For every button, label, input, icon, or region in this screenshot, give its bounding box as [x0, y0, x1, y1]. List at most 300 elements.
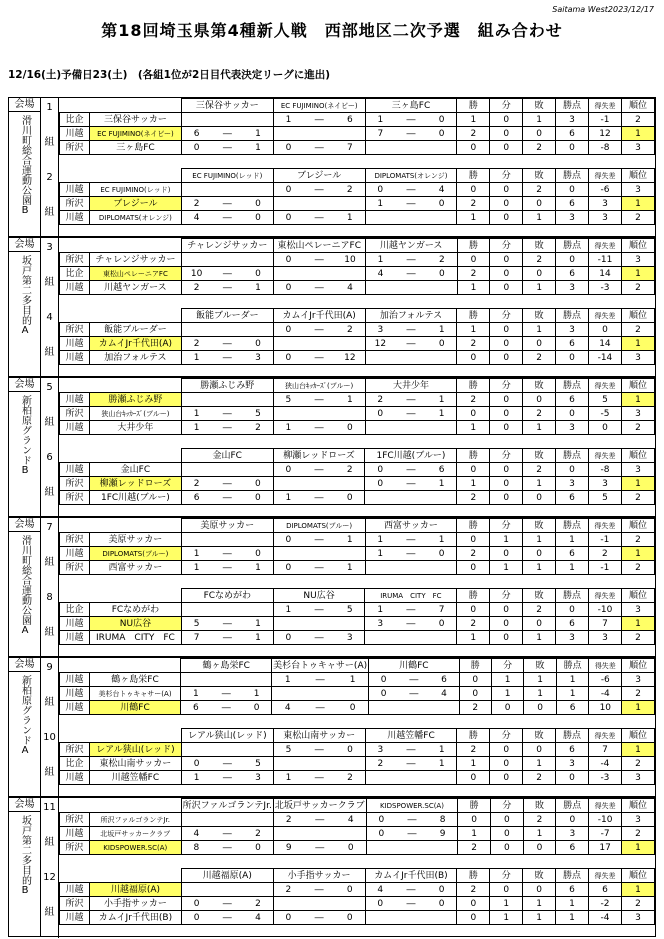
stat-value: 6 [556, 701, 589, 715]
score-dash: ― [304, 841, 336, 855]
score-right: 0 [242, 701, 272, 715]
rank-value: 2 [621, 113, 654, 127]
stat-header: 得失差 [588, 729, 621, 743]
group-number [41, 448, 59, 518]
stat-value: 12 [588, 127, 621, 141]
stat-value: 0 [556, 253, 589, 267]
venue-head: 会場 [9, 238, 40, 252]
table-row [60, 757, 655, 771]
score-dash [211, 393, 243, 407]
stat-value: -10 [588, 603, 621, 617]
stat-value: 1 [523, 323, 556, 337]
header-date: Saitama West2023/12/17 [552, 5, 654, 14]
score-dash [304, 827, 336, 841]
score-dash [396, 841, 428, 855]
rank-value: 1 [621, 477, 654, 491]
score-left: 0 [273, 533, 303, 547]
group-num-text: 11 [43, 802, 56, 813]
group-num-text: 8 [46, 592, 53, 603]
stat-value: 2 [457, 393, 490, 407]
team-name: 美杉台トゥキャサー(A) [89, 687, 181, 701]
stat-value: 0 [556, 183, 589, 197]
header-row [60, 169, 655, 183]
score-left: 1 [273, 771, 303, 785]
score-right: 1 [427, 393, 457, 407]
stat-value: 7 [588, 617, 621, 631]
stat-header: 分 [490, 589, 523, 603]
score-dash [303, 127, 335, 141]
stat-value: 2 [523, 463, 556, 477]
score-dash [211, 323, 243, 337]
score-left: 5 [273, 393, 303, 407]
score-dash: ― [211, 267, 243, 281]
stat-value: 1 [523, 477, 556, 491]
stat-value: -8 [588, 141, 621, 155]
score-right: 1 [243, 127, 273, 141]
stat-value: 0 [523, 491, 556, 505]
score-dash [395, 421, 427, 435]
stat-value: 6 [556, 841, 589, 855]
stat-value: 2 [457, 337, 490, 351]
stat-value: 0 [556, 351, 589, 365]
score-left: 1 [272, 673, 304, 687]
group-kumi-text: 組 [44, 487, 55, 498]
score-left [181, 603, 211, 617]
score-left [181, 393, 211, 407]
score-left: 1 [365, 533, 395, 547]
team-name: DIPLOMATS(オレンジ) [89, 211, 181, 225]
team-location: 川越 [60, 883, 90, 897]
stat-value: 3 [556, 323, 589, 337]
score-dash [303, 197, 335, 211]
stat-header: 勝点 [556, 799, 589, 813]
stat-value: 6 [556, 337, 589, 351]
table-row [60, 197, 655, 211]
stat-header: 順位 [621, 379, 654, 393]
stat-value: 0 [490, 393, 523, 407]
team-name: 小手指サッカー [89, 897, 181, 911]
score-left: 4 [181, 827, 211, 841]
stat-value: 0 [523, 197, 556, 211]
venue-block [8, 657, 656, 797]
stat-value: 14 [589, 267, 622, 281]
table-row [60, 617, 655, 631]
score-left: 1 [365, 197, 395, 211]
group-number [41, 798, 59, 868]
group-kumi-text: 組 [44, 347, 55, 358]
score-left [181, 743, 211, 757]
stat-header: 得失差 [588, 519, 621, 533]
score-left: 2 [365, 393, 395, 407]
score-right: 1 [335, 393, 365, 407]
score-left: 1 [181, 407, 211, 421]
stat-value: 1 [490, 533, 523, 547]
stat-header: 敗 [523, 729, 556, 743]
stat-value: 2 [588, 547, 621, 561]
team-name: EC FUJIMINO(レッド) [89, 183, 181, 197]
score-dash [211, 813, 243, 827]
venue-label [9, 98, 41, 236]
group-kumi-text: 組 [44, 837, 55, 848]
column-team-header: レアル狭山(レッド) [181, 729, 273, 743]
team-location: 川越 [60, 547, 90, 561]
team-name: 飯能ブルーダー [89, 323, 181, 337]
stat-value: 0 [490, 421, 523, 435]
team-location: 川越 [60, 673, 90, 687]
score-dash: ― [395, 253, 427, 267]
rank-value: 2 [622, 827, 655, 841]
table-row [60, 813, 655, 827]
score-right: 0 [427, 127, 457, 141]
stat-header: 得失差 [589, 449, 622, 463]
venue-head: 会場 [9, 798, 40, 812]
blank-cell [60, 379, 182, 393]
stat-header: 勝 [457, 99, 490, 113]
group-number [41, 658, 59, 728]
score-right: 5 [243, 407, 273, 421]
stat-value: 0 [490, 841, 523, 855]
stat-value: 1 [490, 897, 523, 911]
score-right: 2 [243, 421, 273, 435]
stat-value: 0 [523, 127, 556, 141]
score-right [335, 127, 365, 141]
stat-value: 1 [523, 211, 556, 225]
score-left: 2 [273, 883, 303, 897]
group-kumi-text: 組 [44, 417, 55, 428]
stat-header: 順位 [621, 589, 654, 603]
stat-value: 0 [490, 323, 523, 337]
score-left: 3 [365, 743, 395, 757]
score-right [243, 813, 273, 827]
stat-value: -6 [589, 673, 622, 687]
stat-header: 分 [491, 659, 523, 673]
stat-value: 0 [490, 253, 523, 267]
score-dash [303, 407, 335, 421]
column-team-header: ブレジール [273, 169, 365, 183]
stat-header: 敗 [523, 309, 556, 323]
column-team-header: 飯能ブルーダー [181, 309, 273, 323]
score-right: 2 [335, 771, 365, 785]
group-num-text: 4 [46, 312, 53, 323]
stat-value: 6 [556, 197, 589, 211]
venue-name: 新柏原グランドA [19, 675, 31, 756]
score-dash: ― [398, 673, 429, 687]
score-right: 6 [427, 463, 457, 477]
rank-value: 3 [621, 253, 654, 267]
team-name: 北坂戸サッカークラブ [89, 827, 181, 841]
team-location: 川越 [60, 337, 90, 351]
score-right: 10 [335, 253, 365, 267]
team-name: 加治フォルテス [89, 351, 181, 365]
stat-value: 1 [457, 631, 490, 645]
team-name: 勝瀬ふじみ野 [89, 393, 181, 407]
blank-cell [60, 589, 182, 603]
stat-value: 0 [459, 673, 491, 687]
score-left: 0 [365, 183, 395, 197]
group-number [41, 868, 59, 938]
group-table [59, 868, 655, 925]
stat-header: 勝 [458, 799, 491, 813]
team-name: カムイJr千代田(B) [89, 911, 181, 925]
table-row [60, 253, 655, 267]
blank-cell [60, 99, 182, 113]
team-name: 鶴ヶ島栄FC [89, 673, 181, 687]
stat-value: 0 [490, 127, 523, 141]
score-dash: ― [395, 183, 427, 197]
rank-value: 1 [621, 617, 654, 631]
stat-value: 0 [490, 771, 523, 785]
stat-value: 6 [556, 617, 589, 631]
score-left: 1 [273, 113, 303, 127]
column-team-header: EC FUJIMINO(レッド) [181, 169, 273, 183]
score-left [273, 337, 303, 351]
stat-value: 2 [457, 127, 490, 141]
column-team-header: 西富サッカー [365, 519, 457, 533]
score-dash [211, 743, 243, 757]
group-block [41, 658, 655, 728]
score-dash: ― [395, 743, 427, 757]
score-right [243, 113, 273, 127]
stat-value: 2 [457, 491, 490, 505]
score-dash [211, 183, 243, 197]
table-row [60, 547, 655, 561]
column-team-header: チャレンジサッカー [181, 239, 273, 253]
stat-value: 3 [556, 281, 589, 295]
score-right: 0 [337, 701, 369, 715]
score-dash: ― [211, 897, 243, 911]
column-team-header: 三保谷サッカー [181, 99, 273, 113]
score-dash [303, 687, 337, 701]
team-name: 川鶴FC [89, 701, 181, 715]
stat-value: 5 [589, 393, 622, 407]
score-left: 5 [273, 743, 303, 757]
score-dash [395, 561, 427, 575]
stat-value: 1 [523, 827, 556, 841]
stat-header: 順位 [621, 239, 654, 253]
group-table [59, 448, 655, 505]
team-location: 所沢 [60, 561, 90, 575]
score-left: 0 [369, 687, 398, 701]
stat-value: -4 [589, 911, 622, 925]
score-left: 1 [273, 603, 303, 617]
header-row [60, 869, 655, 883]
table-row [60, 687, 655, 701]
stat-value: 0 [490, 211, 523, 225]
score-left [181, 813, 211, 827]
stat-value: -1 [588, 561, 621, 575]
score-left [181, 323, 211, 337]
stat-value: 1 [523, 533, 556, 547]
stat-value: 3 [589, 477, 622, 491]
group-table [59, 308, 655, 365]
stat-header: 順位 [621, 729, 654, 743]
score-left: 1 [273, 491, 303, 505]
group-kumi-text: 組 [44, 207, 55, 218]
table-row [60, 463, 655, 477]
stat-value: -4 [588, 757, 621, 771]
score-dash: ― [396, 827, 428, 841]
score-left: 2 [181, 477, 211, 491]
column-team-header: 川越ヤンガース [365, 239, 457, 253]
table-row [60, 281, 655, 295]
score-dash: ― [395, 463, 427, 477]
score-dash: ― [211, 127, 243, 141]
group-number [41, 98, 59, 168]
stat-header: 順位 [621, 309, 654, 323]
column-team-header: 川鶴FC [369, 659, 459, 673]
team-location: 所沢 [60, 813, 90, 827]
team-location: 所沢 [60, 841, 90, 855]
stat-value: 1 [523, 897, 556, 911]
stat-value: 0 [457, 771, 490, 785]
score-right [336, 827, 366, 841]
score-right [243, 323, 273, 337]
rank-value: 1 [621, 337, 654, 351]
score-left: 4 [365, 267, 395, 281]
score-left [272, 687, 304, 701]
score-right [242, 673, 272, 687]
score-left: 0 [273, 141, 303, 155]
stat-header: 分 [490, 449, 523, 463]
team-location: 川越 [60, 127, 90, 141]
stat-value: 10 [589, 701, 622, 715]
score-left: 2 [181, 197, 211, 211]
score-left [366, 841, 396, 855]
score-right [430, 701, 459, 715]
score-right: 1 [427, 477, 457, 491]
stat-value: 0 [490, 603, 523, 617]
column-team-header: 柳瀬レッドローズ [273, 449, 365, 463]
stat-value: 0 [589, 421, 622, 435]
score-right [335, 407, 365, 421]
stat-value: -1 [588, 113, 621, 127]
rank-value: 2 [621, 281, 654, 295]
rank-value: 3 [621, 141, 654, 155]
score-right: 0 [427, 267, 457, 281]
score-right [427, 911, 457, 925]
score-right: 1 [427, 743, 457, 757]
stat-value: 0 [588, 323, 621, 337]
stat-header: 勝 [457, 519, 490, 533]
group-num-text: 1 [46, 102, 53, 113]
team-location: 川越 [60, 827, 90, 841]
blank-cell [60, 169, 182, 183]
score-right [427, 631, 457, 645]
group-block [41, 518, 655, 588]
stat-value: 0 [457, 561, 490, 575]
stat-header: 得失差 [588, 99, 621, 113]
stat-value: 2 [457, 197, 490, 211]
stat-value: 0 [490, 407, 523, 421]
stat-value: 1 [524, 687, 556, 701]
header-row [60, 379, 655, 393]
column-team-header: 川越福原(A) [181, 869, 273, 883]
score-dash: ― [395, 407, 427, 421]
team-location: 川越 [60, 211, 90, 225]
header-row [60, 519, 655, 533]
header-row [60, 659, 655, 673]
score-dash: ― [303, 743, 335, 757]
rank-value: 1 [621, 267, 654, 281]
stat-header: 得失差 [589, 169, 622, 183]
stat-value: 6 [556, 267, 589, 281]
score-right [427, 351, 457, 365]
score-right: 2 [243, 827, 273, 841]
stat-value: 2 [523, 253, 556, 267]
team-name: 所沢ファルゴランテJr. [89, 813, 181, 827]
stat-header: 勝点 [556, 659, 589, 673]
score-dash: ― [395, 267, 427, 281]
stat-value: 2 [523, 183, 556, 197]
score-dash: ― [303, 701, 337, 715]
score-right [335, 757, 365, 771]
team-location: 川越 [60, 701, 90, 715]
score-dash [303, 897, 335, 911]
team-name: 東松山ペレーニアFC [89, 267, 181, 281]
rank-value: 1 [621, 197, 654, 211]
stat-value: 1 [524, 673, 556, 687]
table-row [60, 127, 655, 141]
table-row [60, 841, 655, 855]
column-team-header: DIPLOMATS(ブルー) [273, 519, 365, 533]
score-right: 0 [243, 841, 273, 855]
score-left [273, 757, 303, 771]
group-block [41, 448, 655, 518]
score-left: 0 [273, 281, 303, 295]
team-name: チャレンジサッカー [89, 253, 181, 267]
score-left [273, 197, 303, 211]
stat-value: 3 [588, 631, 621, 645]
score-left [365, 141, 395, 155]
score-left [181, 533, 211, 547]
stat-value: 6 [556, 491, 589, 505]
stat-header: 勝点 [556, 169, 589, 183]
group-kumi-text: 組 [44, 277, 55, 288]
score-left: 10 [181, 267, 211, 281]
score-right [427, 211, 457, 225]
team-name: ブレジール [89, 197, 181, 211]
score-dash: ― [303, 533, 335, 547]
column-team-header: 美原サッカー [181, 519, 273, 533]
score-left: 6 [181, 127, 211, 141]
score-left: 2 [181, 281, 211, 295]
score-dash: ― [210, 687, 242, 701]
score-dash [395, 141, 427, 155]
score-right [243, 183, 273, 197]
stat-value: 1 [523, 421, 556, 435]
stat-value: -8 [589, 463, 622, 477]
score-right: 1 [427, 407, 457, 421]
score-left: 5 [181, 617, 211, 631]
score-left: 0 [366, 813, 396, 827]
score-left [273, 827, 303, 841]
score-dash: ― [211, 631, 243, 645]
score-dash: ― [395, 617, 427, 631]
score-right: 0 [427, 617, 457, 631]
stat-value: 0 [490, 491, 523, 505]
rank-value: 1 [621, 883, 654, 897]
group-num-text: 7 [46, 522, 53, 533]
rank-value: 2 [621, 491, 654, 505]
stat-header: 敗 [523, 99, 556, 113]
score-right: 0 [335, 883, 365, 897]
stat-value: 7 [588, 743, 621, 757]
score-right [335, 547, 365, 561]
column-team-header: DIPLOMATS(オレンジ) [365, 169, 457, 183]
score-left: 7 [181, 631, 211, 645]
column-team-header: 三ヶ島FC [365, 99, 457, 113]
stat-header: 敗 [523, 519, 556, 533]
